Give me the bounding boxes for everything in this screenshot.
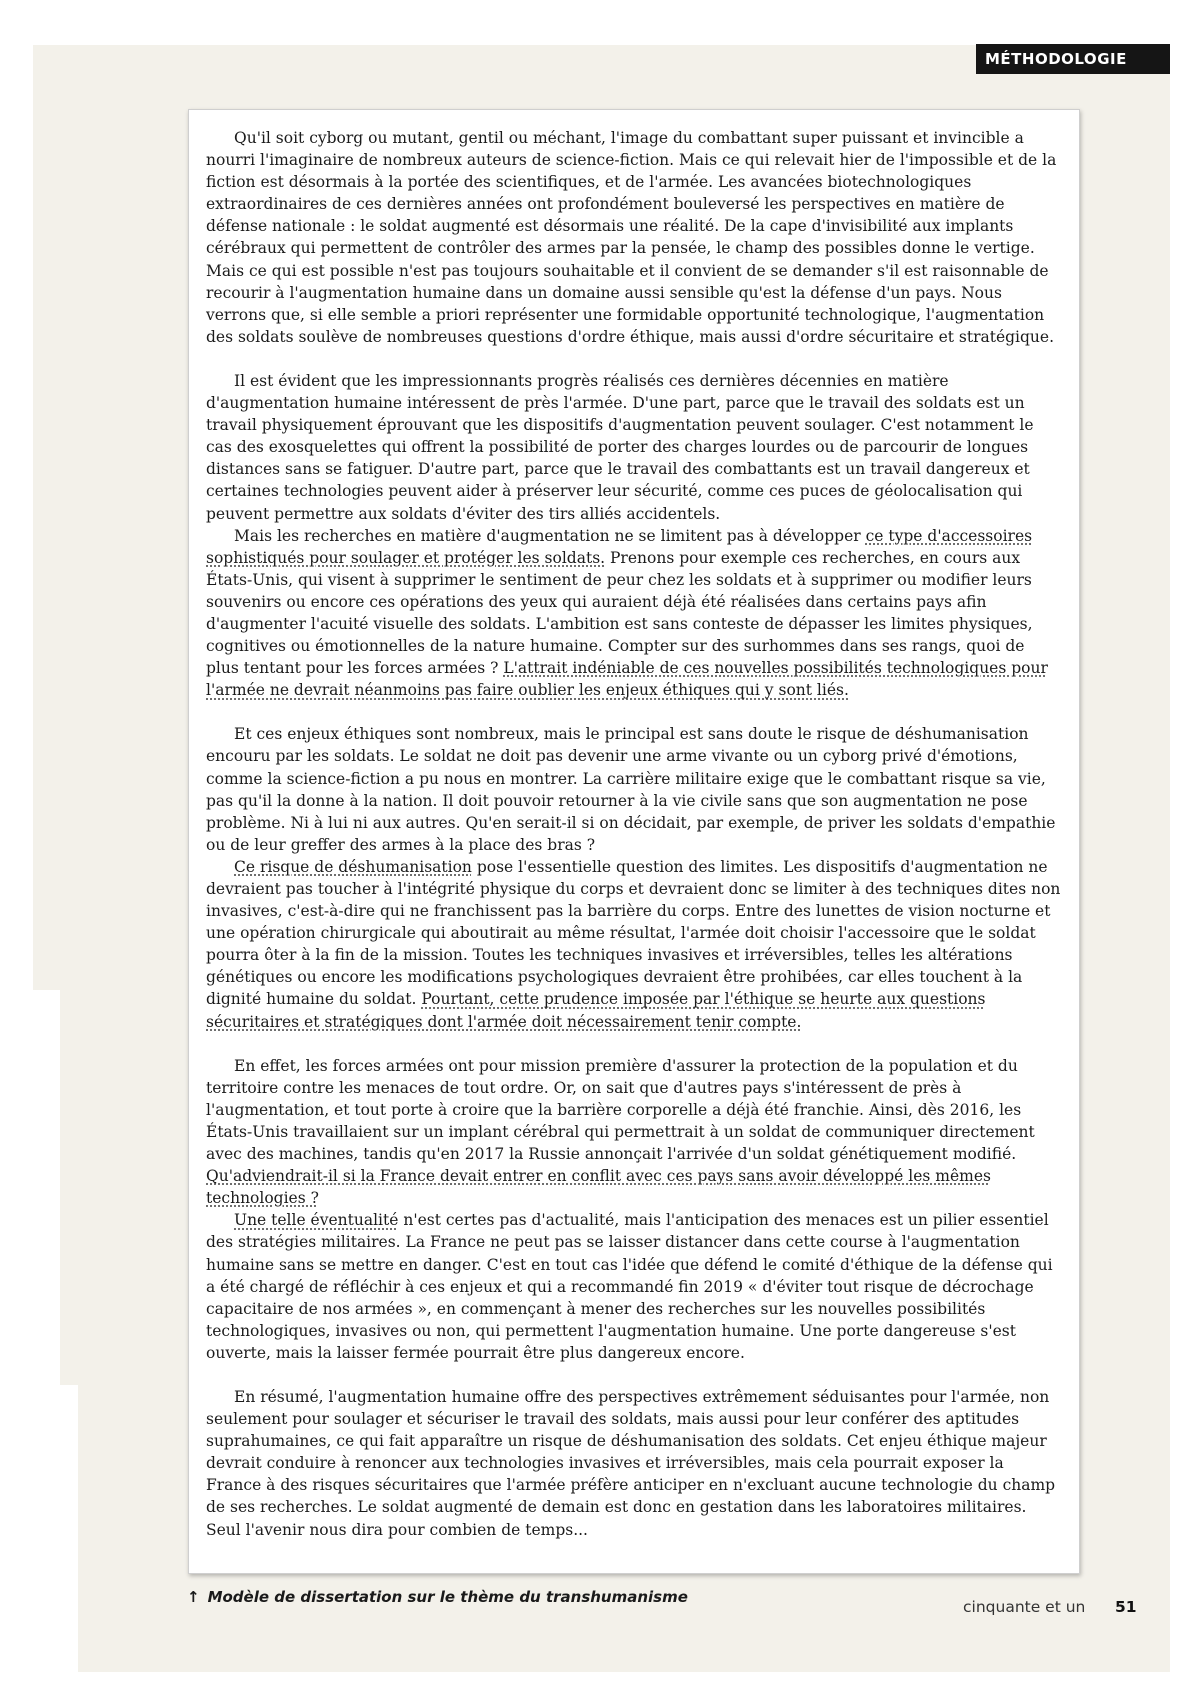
paragraph-conclusion: En résumé, l'augmentation humaine offre des perspectives extrêmement séduisantes pour l'armée, non seulement pour soulager et sécuriser le travail des soldats, mais aussi pour leur conférer des aptitudes suprahumaines, ce qui fait apparaître un risque de déshumanisation des soldats. Cet enjeu éthique majeur devrait conduire à renoncer aux technologies invasives et irréversibles, mais cela pourrait exposer la France à des risques sécuritaires que l'armée préfère anticiper en n'excluant aucune technologie du champ de ses recherches. Le soldat augmenté de demain est donc en gestation dans les laboratoires militaires. Seul l'avenir nous dira pour combien de temps... <box>206 1387 1056 1539</box>
essay-card <box>188 109 1080 1574</box>
page-number: 51 <box>1115 1598 1137 1616</box>
paragraph-6-text: En effet, les forces armées ont pour mission première d'assurer la protection de la population et du territoire contre les menaces de tout ordre. Or, on sait que d'autres pays s'intéressent de près à l'augmentation, et tout porte à croire que la barrière corporelle a déjà été franchie. Ainsi, dès 2016, les États-Unis travaillaient sur un implant cérébral qui permettrait à un soldat de communiquer directement avec des machines, tandis qu'en 2017 la Russie annonçait l'arrivée d'un soldat génétiquement modifié. <box>206 1056 1035 1164</box>
paragraph-7 <box>206 1209 1061 1364</box>
paragraph-3-underlined-a: ce type d'accessoires sophistiqués pour soulager et protéger les soldats. <box>206 526 1033 567</box>
paragraph-3 <box>206 525 1061 702</box>
paragraph-3-text-b: Prenons pour exemple ces recherches, en cours aux États-Unis, qui visent à supprimer le sentiment de peur chez les soldats et à supprimer ou modifier leurs souvenirs ou encore ces opérations des yeux qui auraient déjà été réalisées dans certains pays afin d'augmenter l'acuité visuelle des soldats. L'ambition est sans conteste de dépasser les limites physiques, cognitives ou émotionnelles de la nature humaine. Compter sur des surhommes dans ses rangs, quoi de plus tentant pour les forces armées ? <box>206 548 1033 678</box>
arrow-up-icon: ↑ <box>187 1588 200 1606</box>
paragraph-4: Et ces enjeux éthiques sont nombreux, mais le principal est sans doute le risque de déshumanisation encouru par les soldats. Le soldat ne doit pas devenir une arme vivante ou un cyborg privé d'émotions, comme la science-fiction a pu nous en montrer. La carrière militaire exige que le combattant risque sa vie, pas qu'il la donne à la nation. Il doit pouvoir retourner à la vie civile sans que son augmentation ne pose problème. Ni à lui ni aux autres. Qu'en serait-il si on décidait, par exemple, de priver les soldats d'empathie ou de leur greffer des armes à la place des bras ? <box>206 725 1056 854</box>
paragraph-5 <box>206 856 1061 1033</box>
paragraph-6 <box>206 1055 1061 1210</box>
paragraph-5-underlined-a: Ce risque de déshumanisation <box>234 857 472 876</box>
paragraph-6-question: Qu'adviendrait-il si la France devait entrer en conflit avec ces pays sans avoir développé les mêmes technologies ? <box>206 1167 991 1208</box>
paragraph-2: Il est évident que les impressionnants progrès réalisés ces dernières décennies en matière d'augmentation humaine intéressent de près l'armée. D'une part, parce que le travail des soldats est un travail physiquement éprouvant que les dispositifs d'augmentation peuvent soulager. C'est notamment le cas des exosquelettes qui offrent la possibilité de porter des charges lourdes ou de parcourir de longues distances sans se fatiguer. D'autre part, parce que le travail des combattants est un travail dangereux et certaines technologies peuvent aider à préserver leur sécurité, comme ces puces de géolocalisation qui peuvent permettre aux soldats d'éviter des tirs alliés accidentels. <box>206 371 1034 523</box>
figure-caption <box>187 1588 688 1606</box>
paragraph-intro: Qu'il soit cyborg ou mutant, gentil ou méchant, l'image du combattant super puissant et invincible a nourri l'imaginaire de nombreux auteurs de science-fiction. Mais ce qui relevait hier de l'impossible et de la fiction est désormais à la portée des scientifiques, et de l'armée. Les avancées biotechnologiques extraordinaires de ces dernières années ont profondément bouleversé les perspectives en matière de défense nationale : le soldat augmenté est désormais une réalité. De la cape d'invisibilité aux implants cérébraux qui permettent de contrôler des armes par la pensée, le champ des possibles donne le vertige. Mais ce qui est possible n'est pas toujours souhaitable et il convient de se demander s'il est raisonnable de recourir à l'augmentation humaine dans un domaine aussi sensible qu'est la défense d'un pays. Nous verrons que, si elle semble a priori représenter une formidable opportunité technologique, l'augmentation des soldats soulève de nombreuses questions d'ordre éthique, mais aussi d'ordre sécuritaire et stratégique. <box>206 129 1057 346</box>
paragraph-5-text: pose l'essentielle question des limites. Les dispositifs d'augmentation ne devraient pas toucher à l'intégrité physique du corps et devraient donc se limiter à des techniques dites non invasives, c'est-à-dire qui ne franchissent pas la barrière du corps. Entre des lunettes de vision nocturne et une opération chirurgicale qui aboutirait au même résultat, l'armée doit choisir l'accessoire que le soldat pourra ôter à la fin de la mission. Toutes les techniques invasives et irréversibles, telles les altérations génétiques ou encore les modifications psychologiques devraient être prohibées, car elles touchent à la dignité humaine du soldat. <box>206 857 1061 1009</box>
paragraph-3-transition: L'attrait indéniable de ces nouvelles possibilités technologiques pour l'armée ne devrait néanmoins pas faire oublier les enjeux éthiques qui y sont liés. <box>206 659 1048 700</box>
section-badge: MÉTHODOLOGIE <box>976 44 1170 74</box>
paragraph-7-underlined-a: Une telle éventualité <box>234 1211 399 1230</box>
paragraph-3-text-a: Mais les recherches en matière d'augmentation ne se limitent pas à développer <box>234 526 866 545</box>
caption-text: Modèle de dissertation sur le thème du transhumanisme <box>207 1588 688 1606</box>
paragraph-7-text: n'est certes pas d'actualité, mais l'anticipation des menaces est un pilier essentiel des stratégies militaires. La France ne peut pas se laisser distancer dans cette course à l'augmentation humaine sans se mettre en danger. C'est en tout cas l'idée que défend le comité d'éthique de la défense qui a été chargé de réfléchir à ces enjeux et qui a recommandé fin 2019 « d'éviter tout risque de décrochage capacitaire de nos armées », en commençant à mener des recherches sur les nouvelles possibilités technologiques, invasives ou non, qui permettent l'augmentation humaine. Une porte dangereuse s'est ouverte, mais la laisser fermée pourrait être plus dangereux encore. <box>206 1211 1053 1362</box>
paragraph-5-transition: Pourtant, cette prudence imposée par l'éthique se heurte aux questions sécuritaires et stratégiques dont l'armée doit nécessairement tenir compte. <box>206 990 986 1031</box>
page-number-words: cinquante et un <box>963 1598 1086 1616</box>
